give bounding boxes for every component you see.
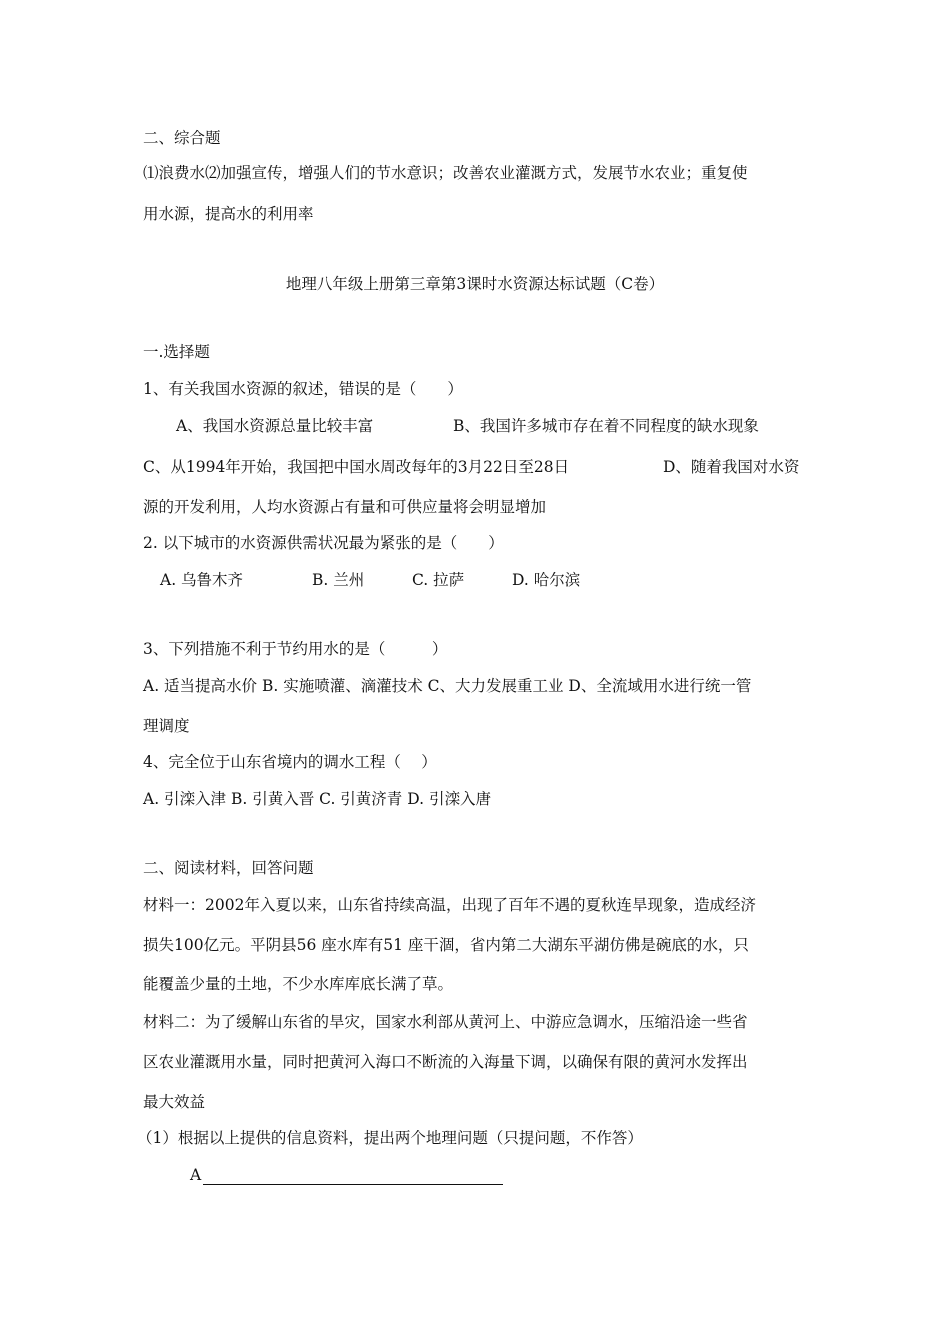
answer-blank-row [190,1165,503,1185]
question-2-option-c: C. 拉萨 [412,571,465,589]
question-1-option-d: D、随着我国对水资 [663,458,800,476]
question-2-option-d: D. 哈尔滨 [512,571,581,589]
test-title: 地理八年级上册第三章第3课时水资源达标试题（C卷） [285,275,665,293]
question-1-option-d-continued: 源的开发利用，人均水资源占有量和可供应量将会明显增加 [143,498,547,516]
question-3-options-continued: 理调度 [143,717,190,735]
question-2-stem: 2. 以下城市的水资源供需状况最为紧张的是（ ） [143,534,504,552]
answer-line: 用水源，提高水的利用率 [143,205,314,223]
reading-question-1: （1）根据以上提供的信息资料，提出两个地理问题（只提问题，不作答） [137,1129,643,1147]
material-1-line: 损失100亿元。平阴县56 座水库有51 座干涸，省内第二大湖东平湖仿佛是碗底的水，只 [143,936,749,954]
question-3-stem: 3、下列措施不利于节约用水的是（ ） [143,640,448,658]
material-1-line: 材料一：2002年入夏以来，山东省持续高温，出现了百年不遇的夏秋连旱现象，造成经济 [143,896,756,914]
material-1-line: 能覆盖少量的土地，不少水库库底长满了草。 [143,975,454,993]
answer-blank-label: A [190,1166,202,1184]
answer-blank-line[interactable] [203,1168,503,1185]
section-heading-reading: 二、阅读材料，回答问题 [143,859,314,877]
section-heading-comprehensive: 二、综合题 [143,129,221,147]
material-2-line: 区农业灌溉用水量，同时把黄河入海口不断流的入海量下调，以确保有限的黄河水发挥出 [143,1053,748,1071]
question-1-stem: 1、有关我国水资源的叙述，错误的是（ ） [143,380,463,398]
question-3-options: A. 适当提高水价 B. 实施喷灌、滴灌技术 C、大力发展重工业 D、全流域用水进行统一管 [143,677,752,695]
question-2-option-a: A. 乌鲁木齐 [160,571,244,589]
question-1-option-b: B、我国许多城市存在着不同程度的缺水现象 [453,417,759,435]
question-1-option-c: C、从1994年开始，我国把中国水周改每年的3月22日至28日 [143,458,570,476]
question-2-option-b: B. 兰州 [312,571,365,589]
material-2-line: 最大效益 [143,1093,206,1111]
material-2-line: 材料二：为了缓解山东省的旱灾，国家水利部从黄河上、中游应急调水，压缩沿途一些省 [143,1013,748,1031]
question-4-stem: 4、完全位于山东省境内的调水工程（ ） [143,753,437,771]
section-heading-choice: 一.选择题 [143,343,210,361]
answer-line: ⑴浪费水⑵加强宣传，增强人们的节水意识；改善农业灌溉方式，发展节水农业；重复使 [143,164,748,182]
question-4-options: A. 引滦入津 B. 引黄入晋 C. 引黄济青 D. 引滦入唐 [143,790,491,808]
question-1-option-a: A、我国水资源总量比较丰富 [176,417,374,435]
